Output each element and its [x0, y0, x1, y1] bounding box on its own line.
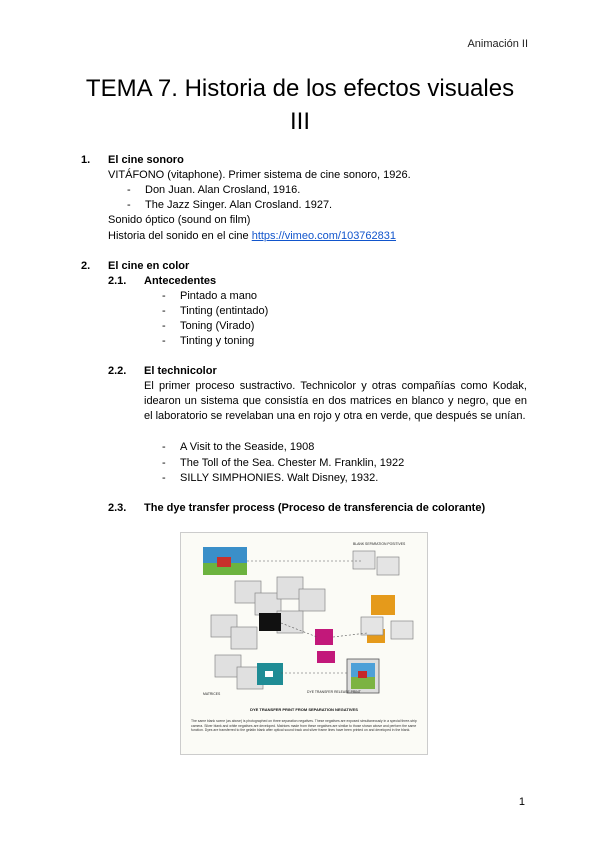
- section-1-heading: El cine sonoro: [108, 154, 184, 166]
- technicolor-item: SILLY SIMPHONIES. Walt Disney, 1932.: [180, 472, 379, 484]
- section-2-3-number: 2.3.: [108, 502, 127, 514]
- film-item: Don Juan. Alan Crosland, 1916.: [145, 184, 301, 196]
- black-matrix: [259, 613, 281, 631]
- bullet-dash: -: [162, 290, 166, 302]
- vimeo-link[interactable]: https://vimeo.com/103762831: [251, 230, 397, 242]
- bullet-dash: -: [162, 335, 166, 347]
- technicolor-paragraph: El primer proceso sustractivo. Technicolor y otras compañías como Kodak, idearon un sistema que consistía en dos matrices en blanco y negro, que en el laboratorio se revelaban una en rojo y otra en verde, que después se unían.: [144, 380, 527, 422]
- bullet-dash: -: [162, 441, 166, 453]
- page-title: [40, 72, 560, 138]
- bullet-dash: -: [162, 305, 166, 317]
- section-2-2-heading: El technicolor: [144, 365, 217, 377]
- section-2-2-number: 2.2.: [108, 365, 127, 377]
- figure-label-matrices: MATRICES: [203, 692, 221, 696]
- bullet-dash: -: [162, 457, 166, 469]
- dye-transfer-figure: [180, 532, 428, 755]
- bullet-dash: -: [162, 320, 166, 332]
- page-number: 1: [518, 796, 525, 808]
- antecedente-item: Pintado a mano: [180, 290, 258, 302]
- bullet-dash: -: [127, 199, 131, 211]
- technicolor-item: The Toll of the Sea. Chester M. Franklin, 1922: [180, 457, 405, 469]
- title-line-1: TEMA 7. Historia de los efectos visuales: [85, 75, 515, 102]
- technicolor-item: A Visit to the Seaside, 1908: [180, 441, 315, 453]
- section-1-number: 1.: [81, 154, 91, 166]
- figure-label-top: BLANK SEPARATION POSITIVES: [353, 542, 406, 546]
- section-2-number: 2.: [81, 260, 91, 272]
- historia-line: [108, 229, 396, 244]
- film-item: The Jazz Singer. Alan Crosland. 1927.: [145, 199, 333, 211]
- title-line-2: III: [289, 108, 310, 135]
- section-2-1-heading: Antecedentes: [144, 275, 217, 287]
- section-2-1-number: 2.1.: [108, 275, 127, 287]
- sonido-optico-text: Sonido óptico (sound on film): [108, 214, 251, 226]
- figure-caption: DYE TRANSFER PRINT FROM SEPARATION NEGATIVES: [250, 707, 358, 712]
- bullet-dash: -: [127, 184, 131, 196]
- vitafono-text: VITÁFONO (vitaphone). Primer sistema de cine sonoro, 1926.: [108, 169, 411, 181]
- antecedente-item: Tinting (entintado): [180, 305, 269, 317]
- bullet-dash: -: [162, 472, 166, 484]
- section-2-heading: El cine en color: [108, 260, 190, 272]
- antecedente-item: Toning (Virado): [180, 320, 255, 332]
- magenta-matrix: [315, 629, 333, 645]
- figure-label-release: DYE TRANSFER RELEASE PRINT: [307, 690, 361, 694]
- figure-description: The same blank scene (as above) is photographed on three separation negatives. These negatives are exposed simultaneously in a special three-strip camera. Silver blank and white negatives are developed. Matrices made from these negatives are similar to those shown above and perform the same function. Dyes are transferred to the gelatin blank after optical sound track and silver frame lines have been printed on and developed in the blank.: [191, 719, 417, 733]
- yellow-matrix: [371, 595, 395, 615]
- course-header: Animación II: [467, 38, 528, 50]
- section-2-3-heading: The dye transfer process (Proceso de transferencia de colorante): [144, 502, 486, 514]
- antecedente-item: Tinting y toning: [180, 335, 255, 347]
- historia-text: Historia del sonido en el cine: [108, 230, 249, 242]
